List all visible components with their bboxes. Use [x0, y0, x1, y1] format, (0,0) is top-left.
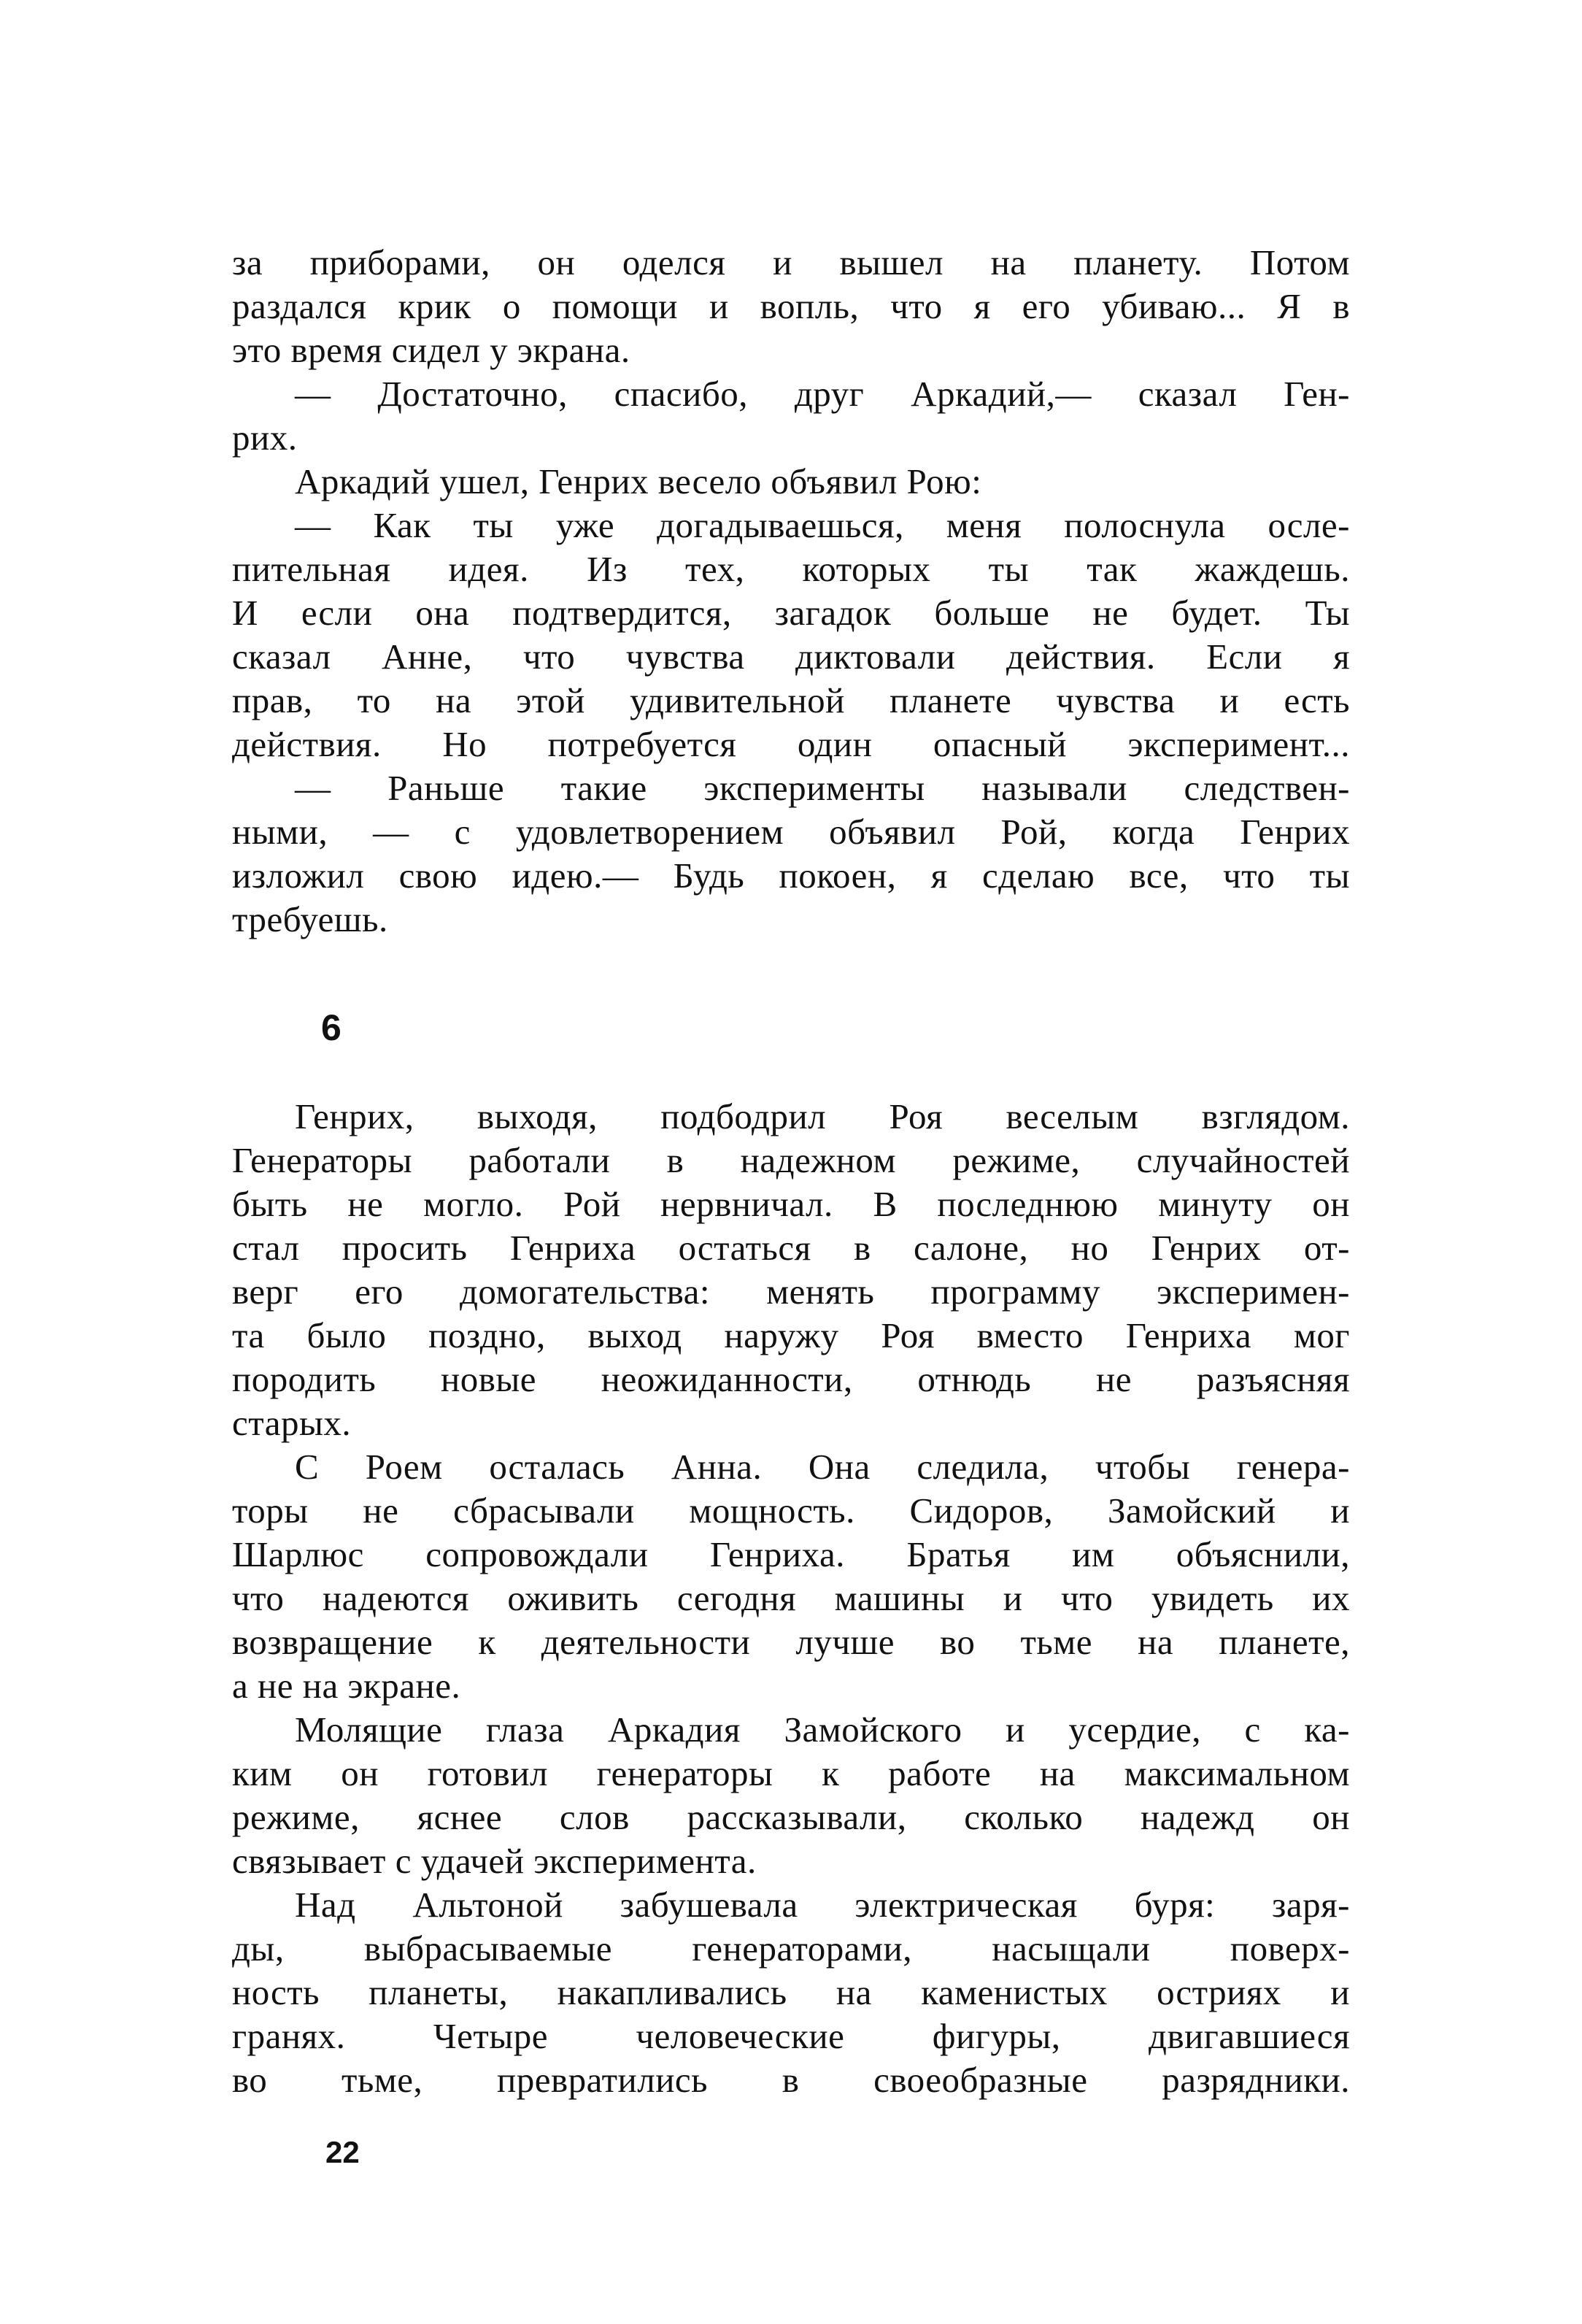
text-line: Аркадий ушел, Генрих весело объявил Рою: — [295, 461, 982, 501]
text-line: рих. — [232, 418, 298, 458]
text-line: возвращение к деятельности лучше во тьме на планете, — [232, 1622, 1350, 1662]
text-line: та было поздно, выход наружу Роя вместо Генриха мог — [232, 1315, 1350, 1355]
text-line: ными, — с удовлетворением объявил Рой, когда Генрих — [232, 812, 1350, 852]
text-line: прав, то на этой удивительной планете чувства и есть — [232, 680, 1350, 720]
page-number: 22 — [325, 2135, 360, 2169]
text-line: за приборами, он оделся и вышел на планету. Потом — [232, 242, 1350, 282]
text-line: режиме, яснее слов рассказывали, сколько надежд он — [232, 1797, 1350, 1837]
text-line: Генрих, выходя, подбодрил Роя веселым взглядом. — [295, 1096, 1350, 1136]
text-line: ким он готовил генераторы к работе на максимальном — [232, 1753, 1350, 1793]
text-line: связывает с удачей эксперимента. — [232, 1841, 757, 1881]
text-line: Над Альтоной забушевала электрическая буря: заря- — [295, 1885, 1350, 1925]
text-line: ды, выбрасываемые генераторами, насыщали поверх- — [232, 1928, 1350, 1969]
text-line: сказал Анне, что чувства диктовали действия. Если я — [232, 636, 1350, 677]
text-line: стал просить Генриха остаться в салоне, но Генрих от- — [232, 1228, 1350, 1268]
text-line: старых. — [232, 1403, 352, 1443]
text-line: породить новые неожиданности, отнюдь не разъясняя — [232, 1359, 1350, 1399]
text-line: требуешь. — [232, 899, 388, 939]
text-line: С Роем осталась Анна. Она следила, чтобы генера- — [295, 1447, 1350, 1487]
text-line: Генераторы работали в надежном режиме, случайностей — [232, 1140, 1350, 1180]
text-line: что надеются оживить сегодня машины и что увидеть их — [232, 1578, 1350, 1618]
section-number: 6 — [321, 1007, 342, 1048]
text-line: а не на экране. — [232, 1666, 461, 1706]
text-line: раздался крик о помощи и вопль, что я его убиваю... Я в — [232, 286, 1350, 326]
text-line: гранях. Четыре человеческие фигуры, двигавшиеся — [232, 2016, 1350, 2056]
text-line: действия. Но потребуется один опасный эксперимент... — [232, 724, 1350, 764]
text-line: пительная идея. Из тех, которых ты так жаждешь. — [232, 549, 1350, 589]
text-line: Молящие глаза Аркадия Замойского и усердие, с ка- — [295, 1709, 1350, 1750]
text-line: Шарлюс сопровождали Генриха. Братья им объяснили, — [232, 1534, 1350, 1574]
text-line: во тьме, превратились в своеобразные разрядники. — [232, 2060, 1350, 2100]
text-line: ность планеты, накапливались на каменистых остриях и — [232, 1972, 1350, 2012]
text-line: торы не сбрасывали мощность. Сидоров, Замойский и — [232, 1490, 1350, 1531]
text-line: верг его домогательства: менять программу эксперимен- — [232, 1271, 1350, 1312]
text-line: — Достаточно, спасибо, друг Аркадий,— сказал Ген- — [295, 374, 1350, 414]
text-line: — Как ты уже догадываешься, меня полоснула осле- — [295, 505, 1350, 545]
text-line: изложил свою идею.— Будь покоен, я сделаю все, что ты — [232, 855, 1350, 896]
text-line: И если она подтвердится, загадок больше не будет. Ты — [232, 593, 1350, 633]
text-line: — Раньше такие эксперименты называли следствен- — [295, 768, 1350, 808]
text-line: это время сидел у экрана. — [232, 330, 630, 370]
text-line: быть не могло. Рой нервничал. В последнюю минуту он — [232, 1184, 1350, 1224]
